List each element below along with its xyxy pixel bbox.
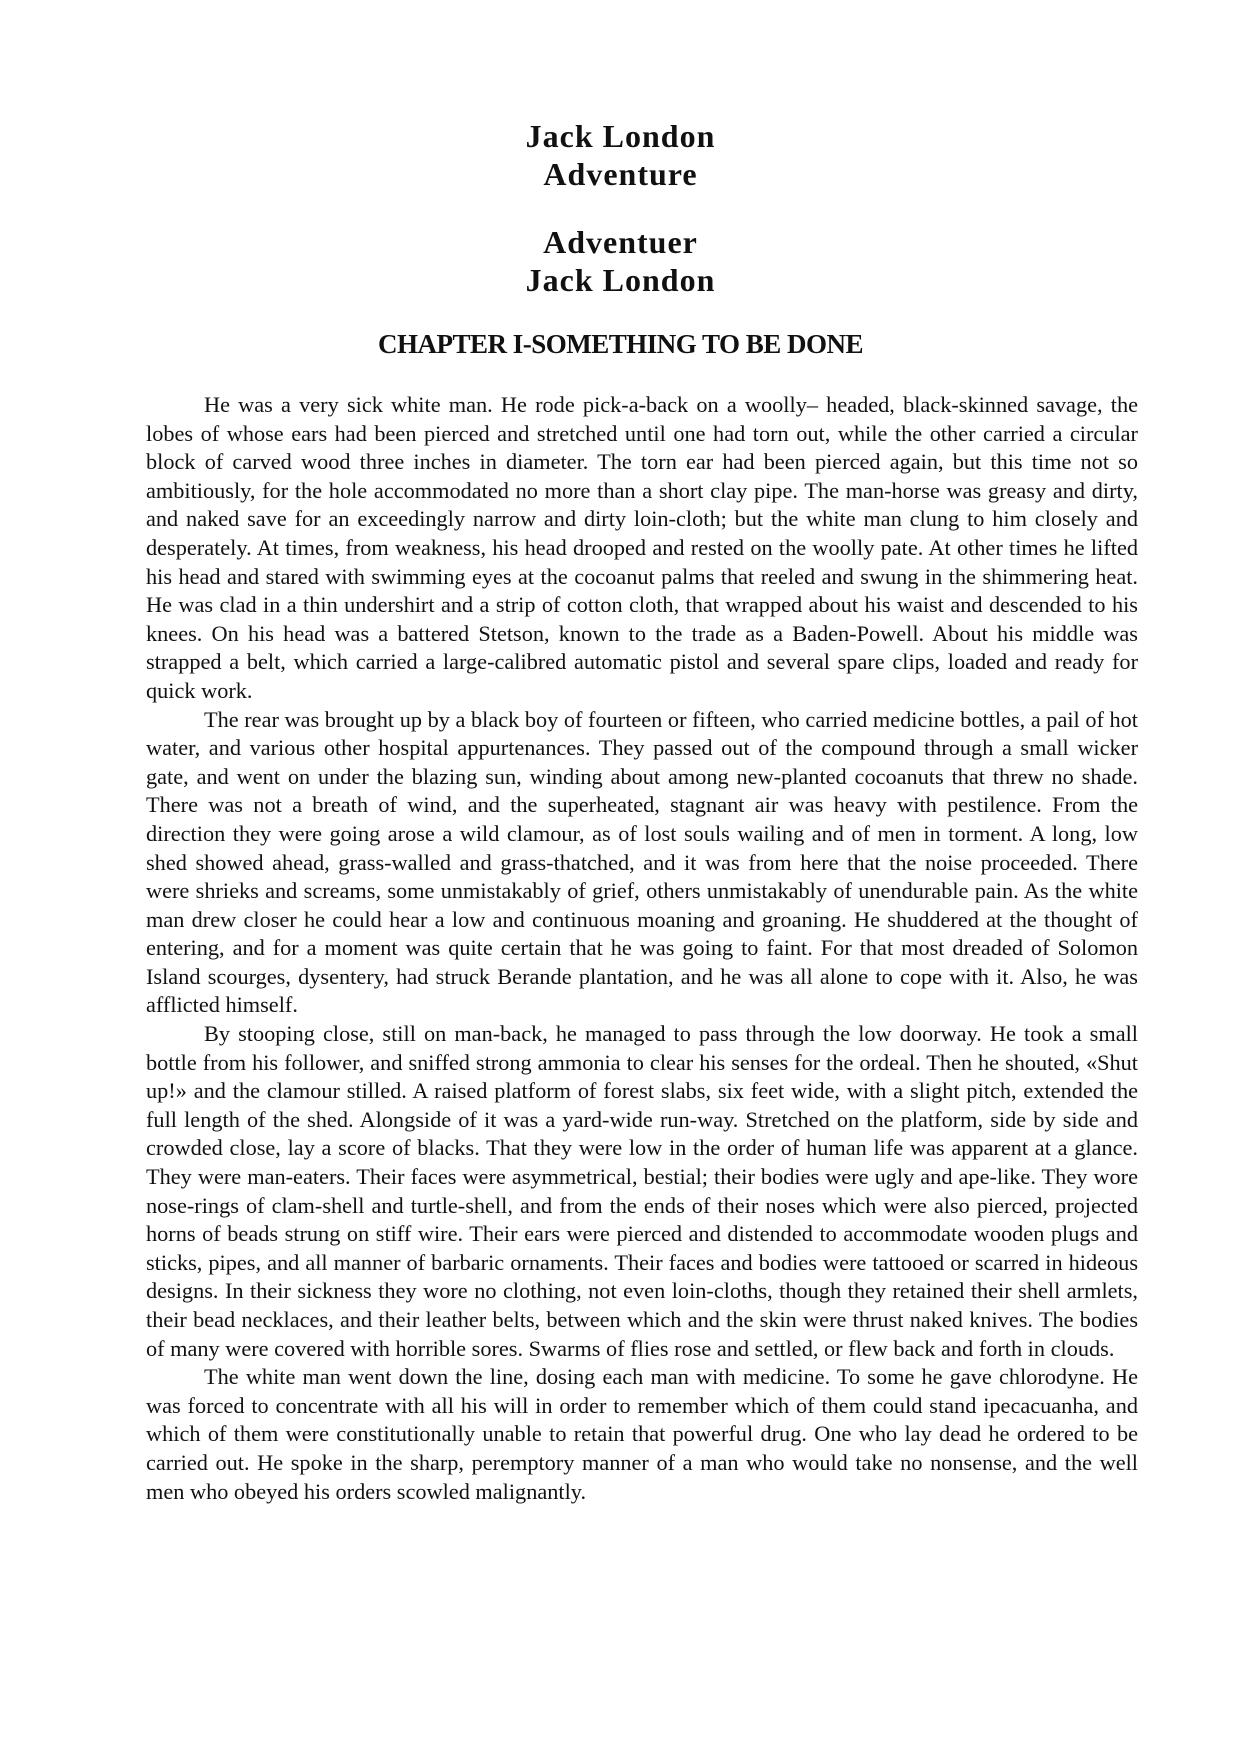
translated-title-block (0, 223, 1241, 299)
body-text (146, 391, 1138, 1506)
chapter-heading: CHAPTER I-SOMETHING TO BE DONE (377, 329, 864, 359)
paragraph: He was a very sick white man. He rode pick-a-back on a woolly– headed, black-skinned savage, the lobes of whose ears had been pierced and stretched until one had torn out, while the other carried a circular block of carved wood three inches in diameter. The torn ear had been pierced again, but this time not so ambitiously, for the hole accommodated no more than a short clay pipe. The man-horse was greasy and dirty, and naked save for an exceedingly narrow and dirty loin-cloth; but the white man clung to him closely and desperately. At times, from weakness, his head drooped and rested on the woolly pate. At other times he lifted his head and stared with swimming eyes at the cocoanut palms that reeled and swung in the shimmering heat. He was clad in a thin undershirt and a strip of cotton cloth, that wrapped about his waist and descended to his knees. On his head was a battered Stetson, known to the trade as a Baden-Powell. About his middle was strapped a belt, which carried a large-calibred automatic pistol and several spare clips, loaded and ready for quick work. (146, 392, 1138, 703)
book-title: Adventure (543, 156, 698, 192)
translated-author-name: Jack London (525, 262, 716, 298)
original-title-block (0, 117, 1241, 193)
translated-book-title: Adventuer (543, 224, 698, 260)
paragraph: By stooping close, still on man-back, he managed to pass through the low doorway. He took a small bottle from his follower, and sniffed strong ammonia to clear his senses for the ordeal. Then he shouted, «Shut up!» and the clamour stilled. A raised platform of forest slabs, six feet wide, with a slight pitch, extended the full length of the shed. Alongside of it was a yard-wide run-way. Stretched on the platform, side by side and crowded close, lay a score of blacks. That they were low in the order of human life was apparent at a glance. They were man-eaters. Their faces were asymmetrical, bestial; their bodies were ugly and ape-like. They wore nose-rings of clam-shell and turtle-shell, and from the ends of their noses which were also pierced, projected horns of beads strung on stiff wire. Their ears were pierced and distended to accommodate wooden plugs and sticks, pipes, and all manner of barbaric ornaments. Their faces and bodies were tattooed or scarred in hideous designs. In their sickness they wore no clothing, not even loin-cloths, though they retained their shell armlets, their bead necklaces, and their leather belts, between which and the skin were thrust naked knives. The bodies of many were covered with horrible sores. Swarms of flies rose and settled, or flew back and forth in clouds. (146, 1021, 1138, 1361)
author-name: Jack London (525, 118, 716, 154)
paragraph: The white man went down the line, dosing each man with medicine. To some he gave chlorodyne. He was forced to concentrate with all his will in order to remember which of them could stand ipecacuanha, and which of them were constitutionally unable to retain that powerful drug. One who lay dead he ordered to be carried out. He spoke in the sharp, peremptory manner of a man who would take no nonsense, and the well men who obeyed his orders scowled malignantly. (146, 1364, 1138, 1504)
paragraph: The rear was brought up by a black boy of fourteen or fifteen, who carried medicine bottles, a pail of hot water, and various other hospital appurtenances. They passed out of the compound through a small wicker gate, and went on under the blazing sun, winding about among new-planted cocoanuts that threw no shade. There was not a breath of wind, and the superheated, stagnant air was heavy with pestilence. From the direction they were going arose a wild clamour, as of lost souls wailing and of men in torment. A long, low shed showed ahead, grass-walled and grass-thatched, and it was from here that the noise proceeded. There were shrieks and screams, some unmistakably of grief, others unmistakably of unendurable pain. As the white man drew closer he could hear a low and continuous moaning and groaning. He shuddered at the thought of entering, and for a moment was quite certain that he was going to faint. For that most dreaded of Solomon Island scourges, dysentery, had struck Berande plantation, and he was all alone to cope with it. Also, he was afflicted himself. (146, 706, 1138, 1018)
